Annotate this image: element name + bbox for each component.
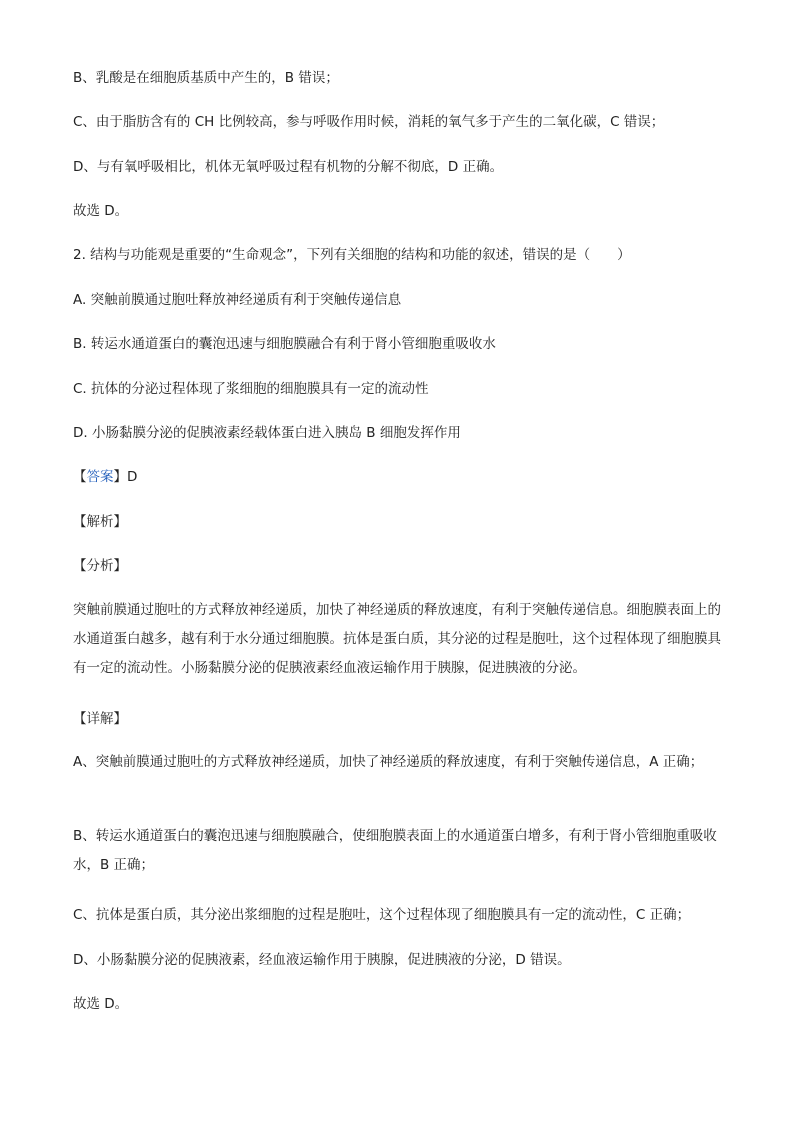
prev-option-d-explanation: D、与有氧呼吸相比，机体无氧呼吸过程有机物的分解不彻底，D 正确。 (73, 159, 504, 175)
answer-tag-open: 【 (73, 469, 87, 485)
prev-option-c-explanation: C、由于脂肪含有的 CH 比例较高，参与呼吸作用时候，消耗的氧气多于产生的二氧化碳，C 错误； (73, 114, 665, 130)
xiangjie-option-b: B、转运水通道蛋白的囊泡迅速与细胞膜融合，使细胞膜表面上的水通道蛋白增多，有利于肾小管细胞重吸收水，B 正确； (73, 828, 717, 873)
xiangjie-option-d: D、小肠黏膜分泌的促胰液素，经血液运输作用于胰腺，促进胰液的分泌，D 错误。 (73, 952, 571, 968)
answer-value: D (127, 469, 138, 485)
prev-option-b-explanation: B、乳酸是在细胞质基质中产生的，B 错误； (73, 70, 339, 86)
question-stem: 2. 结构与功能观是重要的“生命观念”，下列有关细胞的结构和功能的叙述，错误的是（ ） (73, 247, 631, 263)
fenxi-heading: 【分析】 (73, 558, 127, 574)
question-option-d: D. 小肠黏膜分泌的促胰液素经载体蛋白进入胰岛 B 细胞发挥作用 (73, 425, 461, 441)
xiangjie-heading: 【详解】 (73, 711, 127, 727)
prev-conclusion: 故选 D。 (73, 203, 129, 219)
xiangjie-conclusion: 故选 D。 (73, 996, 129, 1012)
question-option-b: B. 转运水通道蛋白的囊泡迅速与细胞膜融合有利于肾小管细胞重吸收水 (73, 336, 496, 352)
question-option-a: A. 突触前膜通过胞吐释放神经递质有利于突触传递信息 (73, 292, 402, 308)
xiangjie-option-c: C、抗体是蛋白质，其分泌出浆细胞的过程是胞吐，这个过程体现了细胞膜具有一定的流动性，C 正确； (73, 907, 691, 923)
xiangjie-option-a: A、突触前膜通过胞吐的方式释放神经递质，加快了神经递质的释放速度，有利于突触传递信息，A 正确； (73, 754, 704, 770)
fenxi-paragraph: 突触前膜通过胞吐的方式释放神经递质，加快了神经递质的释放速度，有利于突触传递信息。细胞膜表面上的水通道蛋白越多，越有利于水分通过细胞膜。抗体是蛋白质，其分泌的过程是胞吐，这个过程体现了细胞膜具有一定的流动性。小肠黏膜分泌的促胰液素经血液运输作用于胰腺，促进胰液的分泌。 (73, 602, 721, 676)
analysis-heading: 【解析】 (73, 514, 127, 530)
question-option-c: C. 抗体的分泌过程体现了浆细胞的细胞膜具有一定的流动性 (73, 381, 429, 397)
answer-tag-label: 答案 (86, 469, 114, 485)
answer-line (73, 467, 723, 487)
answer-tag-close: 】 (113, 469, 127, 485)
